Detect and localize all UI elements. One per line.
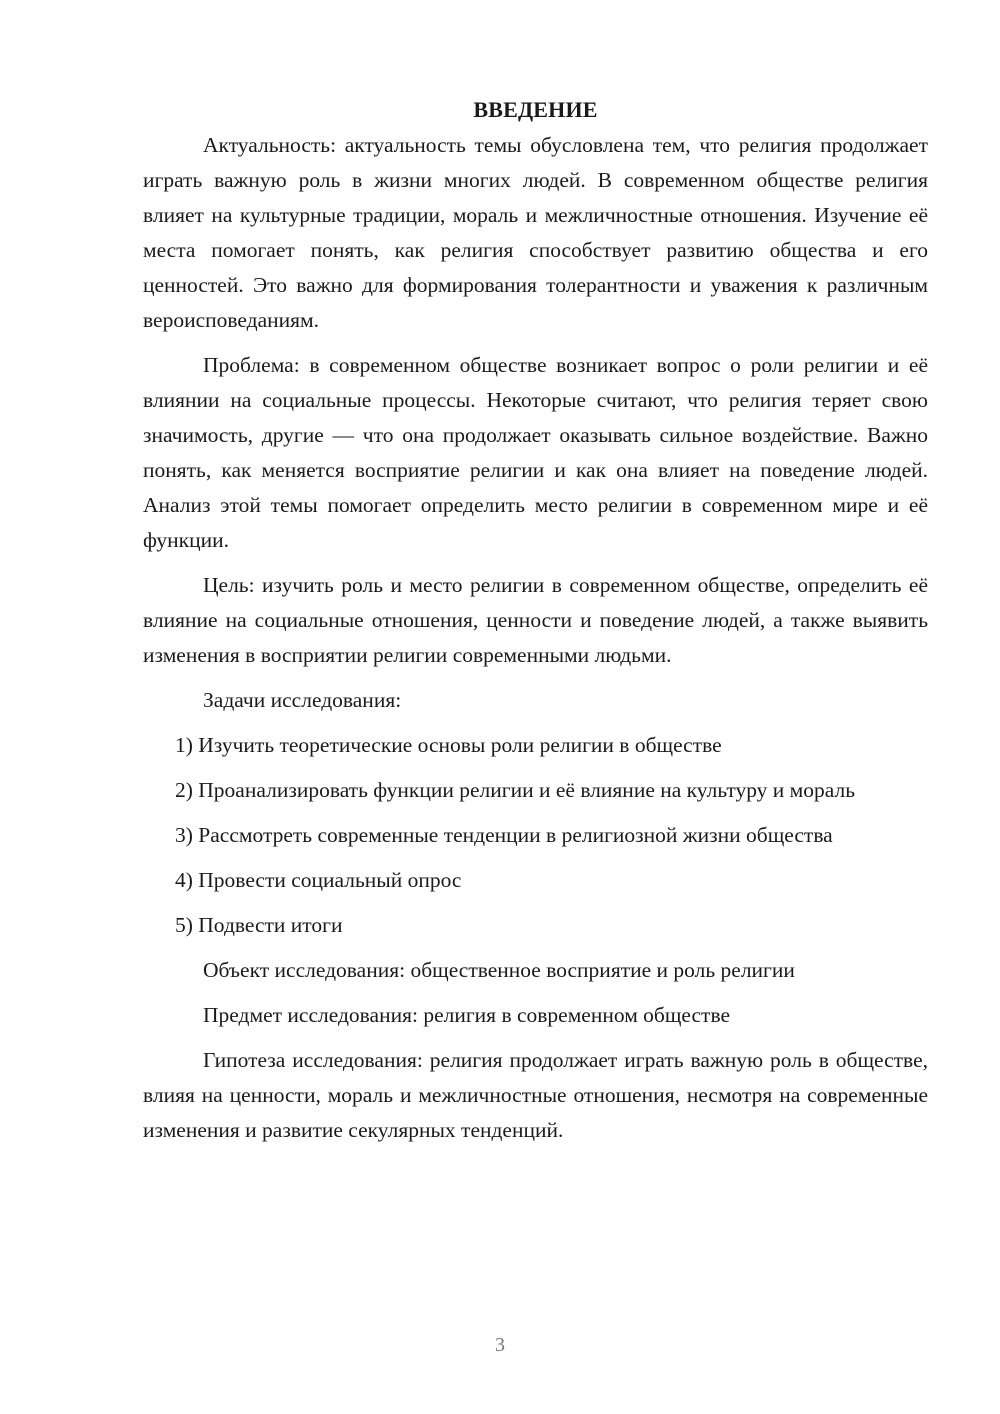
document-title: ВВЕДЕНИЕ	[473, 97, 598, 122]
paragraph-relevance: Актуальность: актуальность темы обусловлена тем, что религия продолжает играть важную роль в жизни многих людей. В современном обществе религия влияет на культурные традиции, мораль и межличностные отношения. Изучение её места помогает понять, как религия способствует развитию общества и его ценностей. Это важно для формирования толерантности и уважения к различным вероисповеданиям.	[143, 133, 928, 332]
paragraph-subject: Предмет исследования: религия в современном обществе	[203, 1003, 731, 1027]
paragraph-hypothesis: Гипотеза исследования: религия продолжает играть важную роль в обществе, влияя на ценности, мораль и межличностные отношения, несмотря на современные изменения и развитие секулярных тенденций.	[143, 1048, 928, 1142]
document-page	[143, 92, 928, 1158]
paragraph-goal: Цель: изучить роль и место религии в современном обществе, определить её влияние на социальные отношения, ценности и поведение людей, а также выявить изменения в восприятии религии современными людьми.	[143, 573, 928, 667]
task-item-4: 4) Провести социальный опрос	[175, 868, 462, 892]
task-item-1: 1) Изучить теоретические основы роли религии в обществе	[175, 733, 722, 757]
paragraph-problem: Проблема: в современном обществе возникает вопрос о роли религии и её влиянии на социальные процессы. Некоторые считают, что религия теряет свою значимость, другие — что она продолжает оказывать сильное воздействие. Важно понять, как меняется восприятие религии и как она влияет на поведение людей. Анализ этой темы помогает определить место религии в современном мире и её функции.	[143, 353, 928, 552]
task-item-5: 5) Подвести итоги	[175, 913, 343, 937]
task-item-3: 3) Рассмотреть современные тенденции в религиозной жизни общества	[175, 823, 833, 847]
tasks-heading: Задачи исследования:	[203, 688, 402, 712]
task-item-2: 2) Проанализировать функции религии и её влияние на культуру и мораль	[175, 778, 856, 802]
paragraph-object: Объект исследования: общественное восприятие и роль религии	[203, 958, 795, 982]
page-number: 3	[495, 1334, 505, 1356]
